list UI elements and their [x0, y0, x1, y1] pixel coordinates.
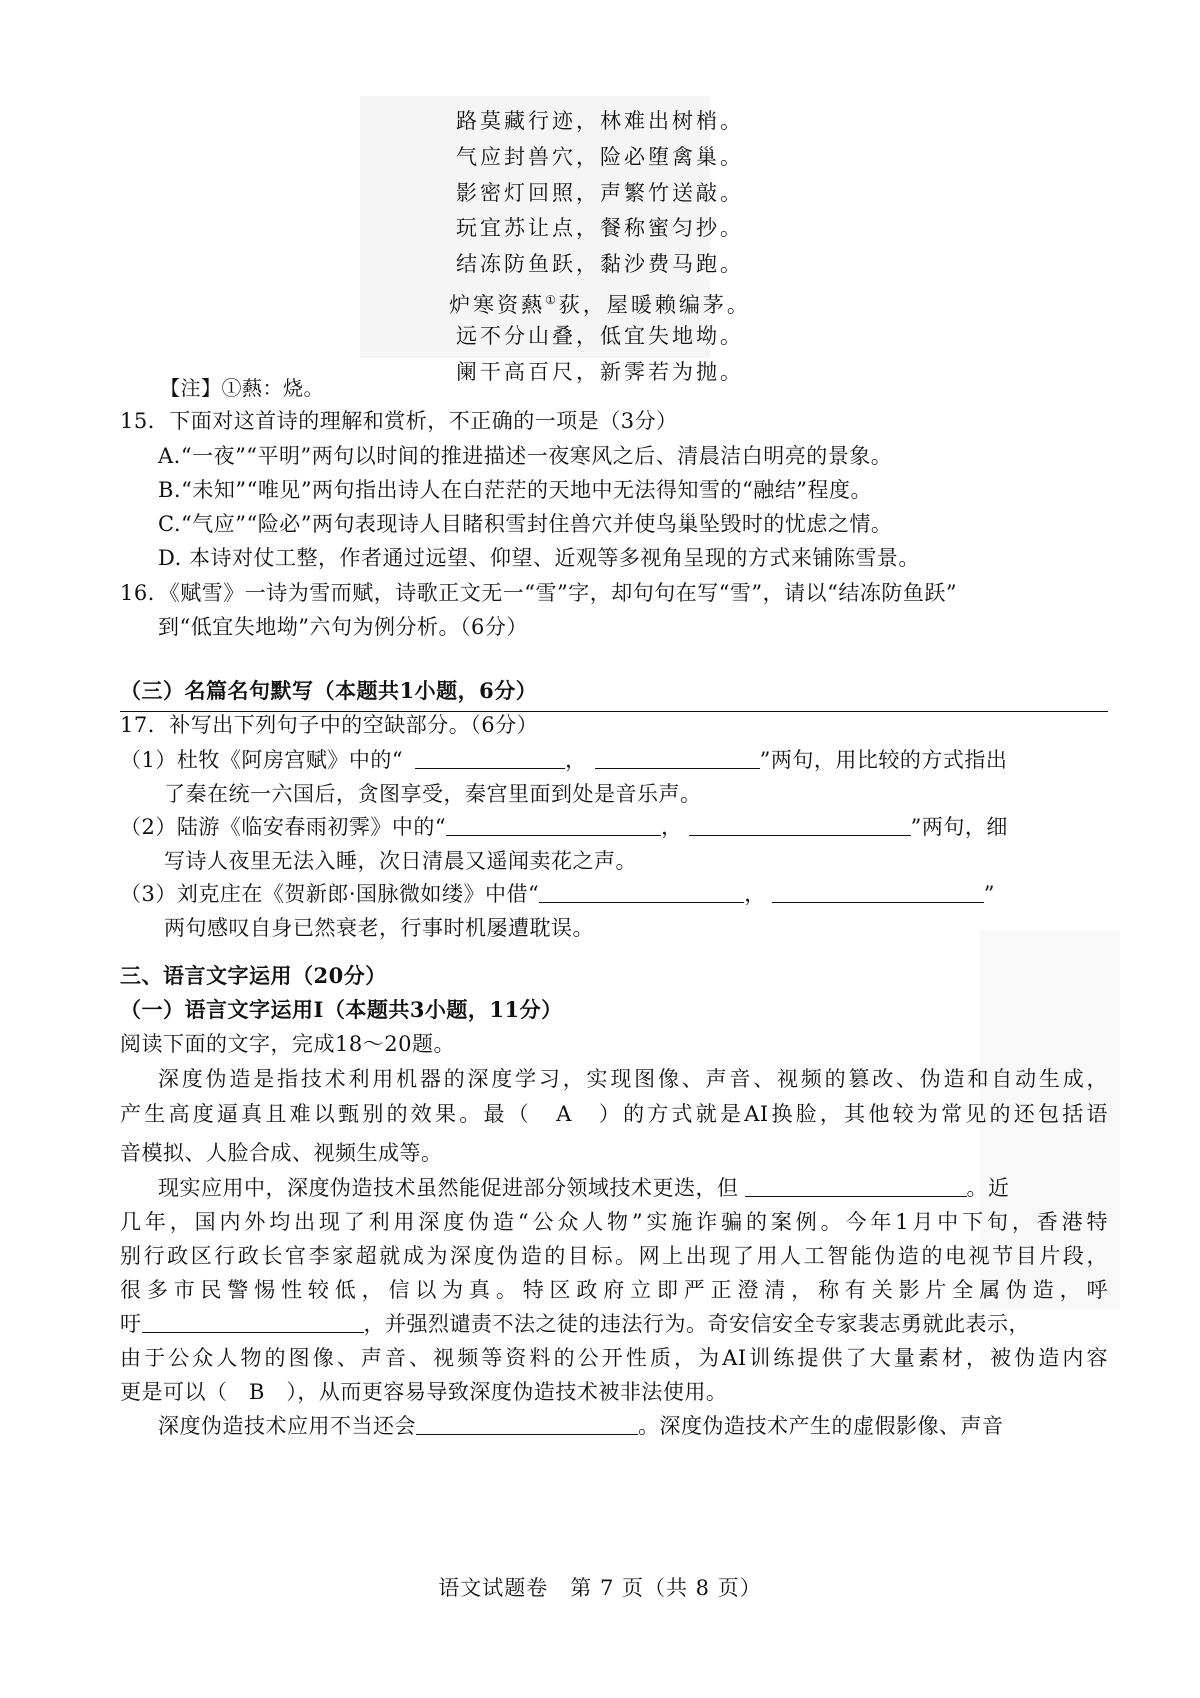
text: 吁: [120, 1312, 142, 1336]
poem-line: 结冻防鱼跃，黏沙费马跑。: [456, 252, 744, 277]
poem-line-part: 荻，屋暖赖编茅。: [558, 292, 751, 317]
poem-line: 玩宜苏让点，餐称蜜匀抄。: [456, 216, 744, 241]
question-17-stem: 17．补写出下列句子中的空缺部分。（6分）: [120, 713, 539, 737]
text: 。深度伪造技术产生的虚假影像、声音: [638, 1414, 1004, 1438]
text: 深度伪造技术应用不当还会: [158, 1414, 416, 1438]
question-16-line2: 到“低宜失地坳”六句为例分析。（6分）: [158, 615, 528, 639]
q17-item-3-cont: 两句感叹自身已然衰老，行事时机屡遭耽误。: [164, 916, 594, 940]
passage-line: 音模拟、人脸合成、视频生成等。: [120, 1141, 443, 1165]
text: 。近: [966, 1176, 1010, 1200]
passage-line: 由于公众人物的图像、声音、视频等资料的公开性质，为AI训练提供了大量素材，被伪造内容: [120, 1346, 1108, 1370]
text: ，: [744, 882, 766, 906]
passage-line: [158, 1410, 1108, 1440]
fill-blank: [446, 813, 661, 836]
text: ”两句，用比较的方式指出: [759, 748, 1008, 772]
text: （3）刘克庄在《贺新郎·国脉微如缕》中借“: [120, 882, 540, 906]
passage-line: 深度伪造是指技术利用机器的深度学习，实现图像、声音、视频的篡改、伪造和自动生成，: [158, 1067, 1108, 1091]
passage-line: 别行政区行政长官李家超就成为深度伪造的目标。网上出现了用人工智能伪造的电视节目片段，: [120, 1244, 1108, 1268]
q15-option-b: B.“未知”“唯见”两句指出诗人在白茫茫的天地中无法得知雪的“融结”程度。: [158, 478, 873, 502]
reading-instruction: 阅读下面的文字，完成18～20题。: [120, 1032, 455, 1056]
fill-blank: [415, 746, 565, 769]
q17-item-3: [120, 878, 1108, 908]
text: （2）陆游《临安春雨初霁》中的“: [120, 815, 447, 839]
note-mark: ①: [545, 292, 559, 307]
passage-line: [120, 1308, 1108, 1338]
question-15-stem: 15．下面对这首诗的理解和赏析，不正确的一项是（3分）: [120, 409, 678, 433]
fill-blank: [689, 813, 911, 836]
passage-line: 几年，国内外均出现了利用深度伪造“公众人物”实施诈骗的案例。今年1月中下旬，香港特: [120, 1210, 1108, 1234]
poem-note: 【注】①爇：烧。: [160, 376, 324, 400]
poem-line: [0, 283, 1200, 319]
text: ，并强烈谴责不法之徒的违法行为。奇安信安全专家裴志勇就此表示，: [363, 1312, 1030, 1336]
poem-line: 路莫藏行迹，林难出树梢。: [456, 109, 744, 133]
fill-blank: [416, 1412, 638, 1435]
q15-option-c: C.“气应”“险必”两句表现诗人目睹积雪封住兽穴并使鸟巢坠毁时的忧虑之情。: [158, 512, 893, 536]
fill-blank: [745, 1174, 967, 1197]
fill-blank: [772, 880, 984, 903]
text: ，: [661, 815, 683, 839]
fill-blank: [595, 746, 760, 769]
part-heading: 三、语言文字运用（20分）: [120, 963, 387, 988]
q17-item-2-cont: 写诗人夜里无法入睡，次日清晨又遥闻卖花之声。: [164, 849, 637, 873]
q17-item-1-cont: 了秦在统一六国后，贪图享受，秦宫里面到处是音乐声。: [164, 782, 702, 806]
poem-line: 远不分山叠，低宜失地坳。: [456, 323, 744, 348]
fill-blank: [539, 880, 744, 903]
text: 现实应用中，深度伪造技术虽然能促进部分领域技术更迭，但: [158, 1176, 739, 1200]
poem-line: 气应封兽穴，险必堕禽巢。: [456, 144, 744, 169]
passage-line: 很多市民警惕性较低，信以为真。特区政府立即严正澄清，称有关影片全属伪造，呼: [120, 1278, 1108, 1302]
poem-line: 阑干高百尺，新霁若为抛。: [456, 359, 744, 384]
subsection-heading: （一）语言文字运用Ⅰ（本题共3小题，11分）: [120, 997, 563, 1022]
question-16-line1: 16．《赋雪》一诗为雪而赋，诗歌正文无一“雪”字，却句句在写“雪”，请以“结冻防鱼跃”: [120, 581, 958, 605]
text: ，: [565, 748, 587, 772]
text: ”: [983, 882, 996, 906]
fill-blank: [142, 1310, 364, 1333]
poem-line: 影密灯回照，声繁竹送敲。: [456, 180, 744, 205]
poem-line-part: 炉寒资爇: [449, 292, 546, 317]
passage-line: 更是可以（ B ），从而更容易导致深度伪造技术被非法使用。: [120, 1380, 728, 1404]
page-footer: 语文试题卷 第 7 页（共 8 页）: [438, 1576, 762, 1600]
q17-item-2: [120, 811, 1108, 841]
text: （1）杜牧《阿房宫赋》中的“: [120, 748, 404, 772]
passage-line: 产生高度逼真且难以甄别的效果。最（ A ）的方式就是AI换脸，其他较为常见的还包括语: [120, 1102, 1108, 1126]
q17-item-1: [120, 744, 1108, 774]
passage-line: [158, 1172, 1108, 1202]
text: ”两句，细: [910, 815, 1008, 839]
q15-option-d: D. 本诗对仗工整，作者通过远望、仰望、近观等多视角呈现的方式来铺陈雪景。: [158, 546, 920, 570]
section-heading: （三）名篇名句默写（本题共1小题，6分）: [120, 678, 538, 703]
q15-option-a: A.“一夜”“平明”两句以时间的推进描述一夜寒风之后、清晨洁白明亮的景象。: [158, 444, 893, 468]
poem: [0, 104, 1200, 390]
